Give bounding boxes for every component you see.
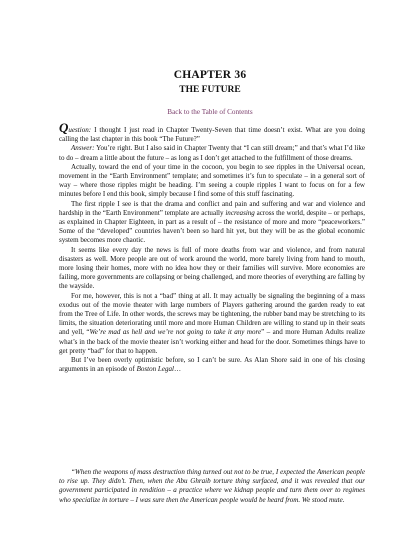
question-drop-letter: Q: [59, 120, 69, 135]
answer-paragraph: [59, 144, 365, 162]
chapter-number: CHAPTER 36: [173, 69, 247, 81]
emphasis-text: We’re mad as hell and we’re not going to take it any more: [89, 328, 262, 337]
question-text: I thought I just read in Chapter Twenty-Seven that time doesn’t exist. What are you doing calling the last chapter in this book “The Future?”: [59, 126, 365, 144]
body-paragraph: For me, however, this is not a “bad” thing at all. It may actually be signaling the beginning of a mass exodus out of the movie theater with large numbers of Players gathering around the garden ready to eat from the Tree of Life. In other words, the screws may be tightening, the rubber band may be stretching to its limits, the situation deteriorating until more and more Human Children are willing to stand up in their seats and yell, “We’re mad as hell and we’re not going to take it any more” – and more Human Adults realize what’s in the back of the movie theater isn’t working either and head for the door. Sometimes things have to get pretty “bad” for that to happen.: [59, 291, 365, 355]
block-quote: “When the weapons of mass destruction thing turned out not to be true, I expected the American people to rise up. They didn’t. Then, when the Abu Ghraib torture thing surfaced, and it was revealed that our government participated in rendition – a practice where we kidnap people and turn them over to regimes who specialize in torture – I was sure then the American people would be heard from. We stood mute.: [59, 468, 365, 504]
question-paragraph: [59, 120, 365, 144]
answer-label: Answer:: [71, 144, 95, 153]
question-label: uestion:: [68, 126, 92, 134]
body-paragraph: The first ripple I see is that the drama and conflict and pain and suffering and war and violence and hardship in the “Earth Environment” template are actually increasing across the world, despite – or perhaps, as explained in Chapter Eighteen, in part as a result of – the resistance of more and more “peaceworkers.” Some of the “developed” countries haven’t been so hard hit yet, but they will be as the global economic system becomes more chaotic.: [59, 199, 365, 245]
answer-text: You’re right. But I also said in Chapter Twenty that “I can still dream;” and that’s what I’d like to do – dream a little about the future – as long as I don’t get attached to the fulfillment of those dreams.: [59, 144, 365, 162]
chapter-body: [59, 120, 365, 374]
chapter-title: THE FUTURE: [179, 85, 241, 95]
emphasis-text: increasing: [225, 208, 255, 217]
body-paragraph: It seems like every day the news is full of more deaths from war and violence, and from natural disasters as well. More people are out of work around the world, more barely living from hand to mouth, more losing their homes, more with no idea how they or their families will survive. More economies are failing, more governments are collapsing or being challenged, and more theories of everything are falling by the wayside.: [59, 245, 365, 291]
body-paragraph: But I’ve been overly optimistic before, so I can’t be sure. As Alan Shore said in one of his closing arguments in an episode of Boston Legal…: [59, 356, 365, 374]
show-title: Boston Legal: [136, 365, 174, 374]
body-paragraph: Actually, toward the end of your time in the cocoon, you begin to see ripples in the Universal ocean, movement in the “Earth Environment” template; and sometimes it’s fun to speculate – in a general sort of way – where those ripples might be heading. I’m seeing a couple ripples I want to focus on for a few minutes before I end this book, simply because I find some of this stuff fascinating.: [59, 162, 365, 199]
table-of-contents-link[interactable]: Back to the Table of Contents: [167, 108, 253, 116]
